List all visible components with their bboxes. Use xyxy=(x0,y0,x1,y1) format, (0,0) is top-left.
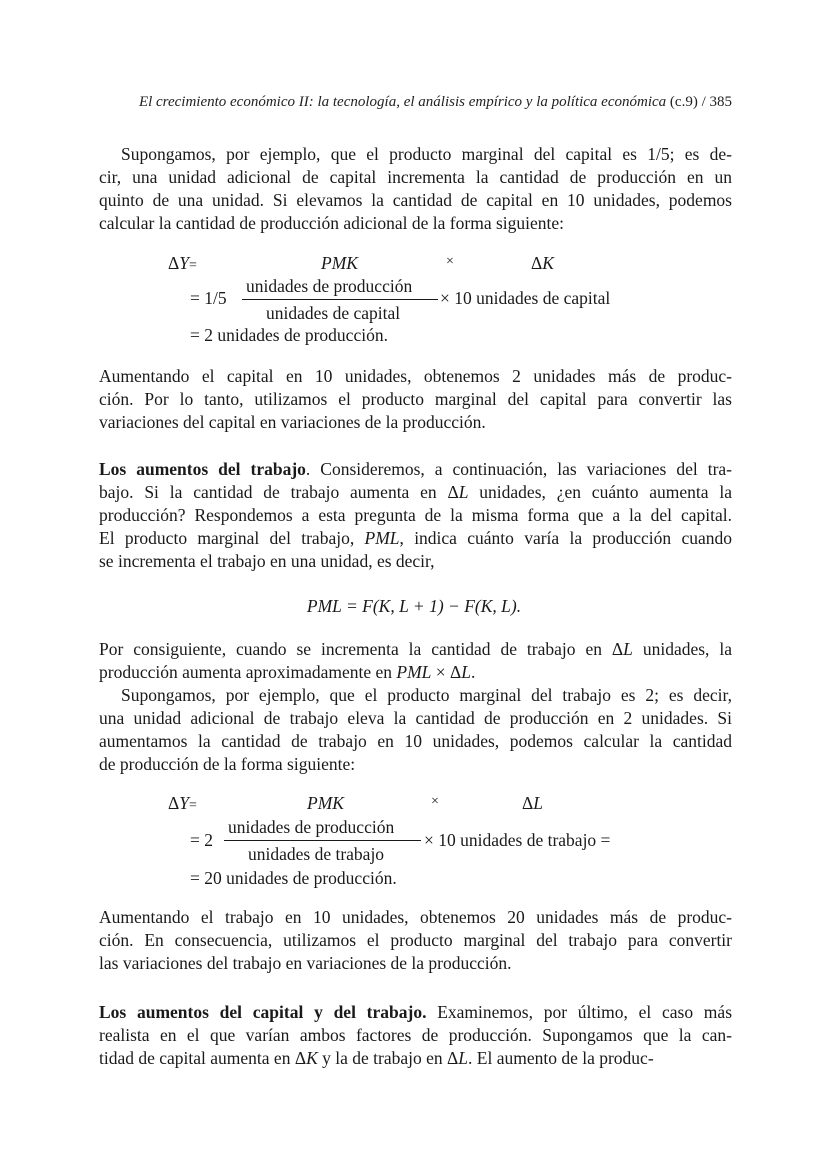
page-number: 385 xyxy=(709,94,732,110)
paragraph xyxy=(99,365,732,434)
italic-symbol: L xyxy=(458,482,469,502)
eq1-equals: = xyxy=(189,258,197,273)
text-run: unidades, ¿en cuánto aumenta la xyxy=(468,482,732,502)
text-line xyxy=(99,1001,732,1024)
text-run: bajo. Si la cantidad de trabajo aumenta en Δ xyxy=(99,482,459,502)
text-run: tidad de capital aumenta en Δ xyxy=(99,1048,307,1068)
equation-pml: PML = F(K, L + 1) − F(K, L). xyxy=(306,596,522,616)
text-run: se incrementa el trabajo en una unidad, es decir, xyxy=(99,551,435,571)
eq2-equals: = xyxy=(189,798,197,813)
eq2-coefficient: = 2 xyxy=(190,830,213,850)
text-run: y la de trabajo en Δ xyxy=(317,1048,459,1068)
text-run: calcular la cantidad de producción adicional de la forma siguiente: xyxy=(99,213,565,233)
text-line xyxy=(99,684,732,707)
eq1-multiplier: × 10 unidades de capital xyxy=(440,288,611,308)
eq2-times: × xyxy=(431,794,439,809)
eq1-rhs-var: K xyxy=(542,253,554,273)
text-line xyxy=(99,481,732,504)
text-run: ción. En consecuencia, utilizamos el producto marginal del trabajo para convertir xyxy=(99,930,732,950)
bold-run-in-heading: Los aumentos del trabajo xyxy=(99,459,306,479)
text-line xyxy=(99,365,732,388)
paragraph xyxy=(99,458,732,573)
text-line xyxy=(99,189,732,212)
text-run: Aumentando el capital en 10 unidades, obtenemos 2 unidades más de produc- xyxy=(99,366,732,386)
text-line xyxy=(99,504,732,527)
text-run: . xyxy=(471,662,476,682)
text-line xyxy=(99,143,732,166)
text-line xyxy=(99,527,732,550)
text-line xyxy=(99,458,732,481)
text-line xyxy=(99,212,732,235)
bold-run-in-heading: Los aumentos del capital y del trabajo. xyxy=(99,1002,427,1022)
text-line xyxy=(99,550,732,573)
paragraph xyxy=(99,638,732,684)
eq2-lhs-var: Y xyxy=(179,793,189,813)
eq2-rhs-var: L xyxy=(533,793,543,813)
header-chapter: (c.9) xyxy=(669,94,698,110)
eq1-coefficient: = 1/5 xyxy=(190,288,227,308)
text-run: producción aumenta aproximadamente en xyxy=(99,662,397,682)
text-run: aumentamos la cantidad de trabajo en 10 unidades, podemos calcular la cantidad xyxy=(99,731,732,751)
header-title: El crecimiento económico II: la tecnología, el análisis empírico y la política económica xyxy=(138,94,667,110)
eq2-denominator: unidades de trabajo xyxy=(248,844,385,864)
eq1-denominator: unidades de capital xyxy=(266,303,401,323)
italic-symbol: PML xyxy=(364,528,400,548)
eq2-lhs xyxy=(168,795,197,813)
eq1-lhs-var: Y xyxy=(179,253,189,273)
eq1-pmk: PMK xyxy=(321,253,358,273)
text-line xyxy=(99,753,732,776)
eq2-result: = 20 unidades de producción. xyxy=(190,868,397,888)
eq1-lhs xyxy=(168,255,197,273)
eq1-numerator: unidades de producción xyxy=(246,276,413,296)
eq1-fraction-bar xyxy=(242,299,438,300)
text-run: , indica cuánto varía la producción cuando xyxy=(399,528,732,548)
eq2-pmk: PMK xyxy=(307,793,344,813)
italic-symbol: L xyxy=(461,662,471,682)
text-run: Por consiguiente, cuando se incrementa la cantidad de trabajo en Δ xyxy=(99,639,624,659)
delta-symbol: Δ xyxy=(522,793,534,813)
eq2-fraction-bar xyxy=(224,840,421,841)
paragraph xyxy=(99,1001,732,1070)
running-header xyxy=(99,94,732,111)
text-line xyxy=(99,1047,732,1070)
text-run: las variaciones del trabajo en variaciones de la producción. xyxy=(99,953,512,973)
delta-symbol: Δ xyxy=(168,793,180,813)
eq1-result: = 2 unidades de producción. xyxy=(190,325,388,345)
italic-symbol: L xyxy=(623,639,633,659)
paragraph xyxy=(99,143,732,235)
text-run: realista en el que varían ambos factores de producción. Supongamos que la can- xyxy=(99,1025,732,1045)
eq2-numerator: unidades de producción xyxy=(228,817,395,837)
delta-symbol: Δ xyxy=(168,253,180,273)
header-separator: / xyxy=(701,94,706,110)
text-run: cir, una unidad adicional de capital incrementa la cantidad de producción en un xyxy=(99,167,732,187)
text-run: × Δ xyxy=(431,662,462,682)
text-run: quinto de una unidad. Si elevamos la cantidad de capital en 10 unidades, podemos xyxy=(99,190,732,210)
eq1-times: × xyxy=(446,254,454,269)
text-run: Aumentando el trabajo en 10 unidades, obtenemos 20 unidades más de produc- xyxy=(99,907,732,927)
text-run: Supongamos, por ejemplo, que el producto marginal del trabajo es 2; es decir, xyxy=(121,685,732,705)
delta-symbol: Δ xyxy=(531,253,543,273)
text-run: variaciones del capital en variaciones de la producción. xyxy=(99,412,486,432)
text-line xyxy=(99,388,732,411)
text-run: de producción de la forma siguiente: xyxy=(99,754,356,774)
text-run: Examinemos, por último, el caso más xyxy=(426,1002,732,1022)
italic-symbol: K xyxy=(306,1048,318,1068)
text-run: El producto marginal del trabajo, xyxy=(99,528,365,548)
italic-symbol: L xyxy=(458,1048,469,1068)
text-line xyxy=(99,929,732,952)
text-line xyxy=(99,166,732,189)
text-run: Supongamos, por ejemplo, que el producto marginal del capital es 1/5; es de- xyxy=(121,144,732,164)
text-run: producción? Respondemos a esta pregunta de la misma forma que a la del capital. xyxy=(99,505,732,525)
text-line xyxy=(99,638,732,661)
text-run: . Consideremos, a continuación, las variaciones del tra- xyxy=(305,459,732,479)
text-line xyxy=(99,730,732,753)
text-line xyxy=(99,952,732,975)
text-run: ción. Por lo tanto, utilizamos el producto marginal del capital para convertir las xyxy=(99,389,732,409)
text-run: unidades, la xyxy=(632,639,732,659)
text-line xyxy=(99,411,732,434)
text-line xyxy=(99,661,732,684)
eq1-rhs xyxy=(531,255,554,273)
eq2-multiplier: × 10 unidades de trabajo = xyxy=(424,830,611,850)
text-run: una unidad adicional de trabajo eleva la cantidad de producción en 2 unidades. Si xyxy=(99,708,732,728)
text-line xyxy=(99,707,732,730)
paragraph xyxy=(99,684,732,776)
eq2-rhs xyxy=(522,795,543,813)
paragraph xyxy=(99,906,732,975)
text-line xyxy=(99,1024,732,1047)
italic-symbol: PML xyxy=(396,662,432,682)
text-run: . El aumento de la produc- xyxy=(468,1048,654,1068)
text-line xyxy=(99,906,732,929)
